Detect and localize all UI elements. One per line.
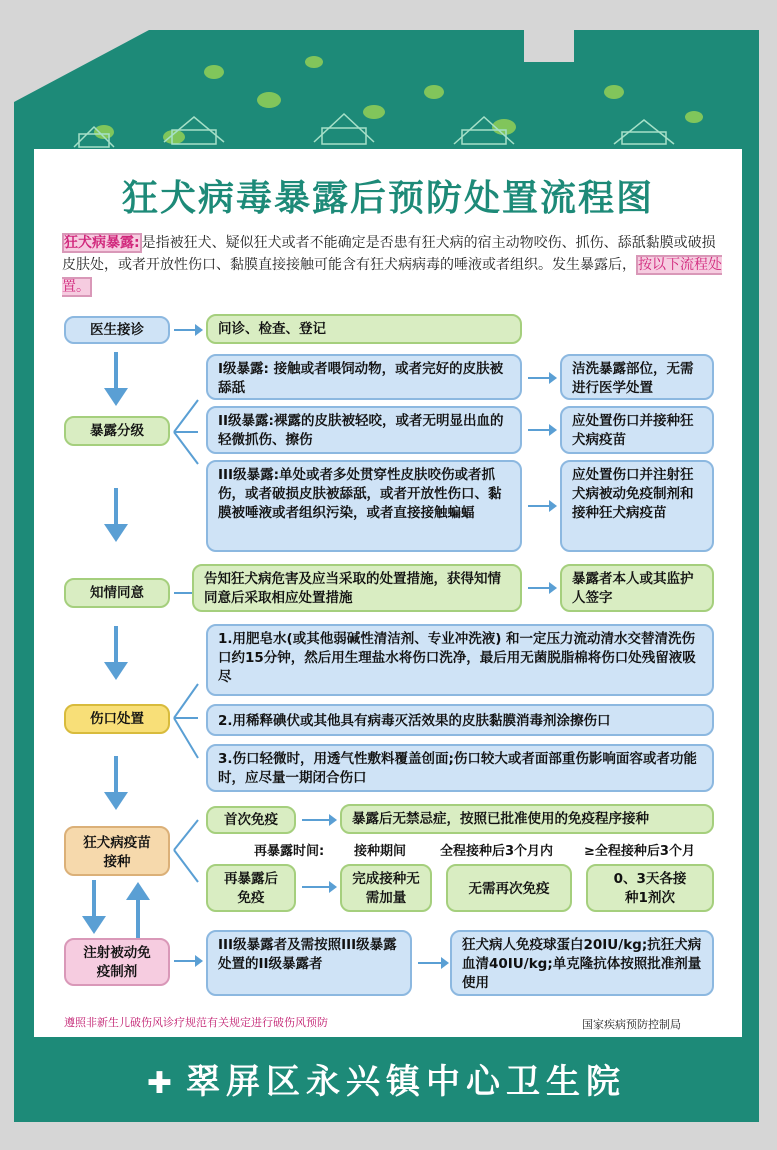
step-wound: 伤口处置 [64, 704, 170, 734]
grade3-action: 应处置伤口并注射狂犬病被动免疫制剂和接种狂犬病疫苗 [560, 460, 714, 552]
page-title: 狂犬病毒暴露后预防处置流程图 [121, 178, 654, 219]
arrow [174, 960, 196, 962]
passive-dose: 狂犬病人免疫球蛋白20IU/kg;抗狂犬病血清40IU/kg;单克隆抗体按照批准剂量使用 [450, 930, 714, 996]
down-arrow-1 [104, 352, 128, 408]
reexposure-time-label: 再暴露时间: [254, 844, 325, 859]
complete-no-boost: 完成接种无需加量 [340, 864, 432, 912]
branch-arrows [172, 812, 202, 892]
grade2: II级暴露:裸露的皮肤被轻咬，或者无明显出血的轻微抓伤、擦伤 [206, 406, 522, 454]
wound1: 1.用肥皂水(或其他弱碱性清洁剂、专业冲洗液) 和一定压力流动清水交替清洗伤口约15分钟，然后用生理盐水将伤口洗净，最后用无菌脱脂棉将伤口处残留液吸尽 [206, 624, 714, 696]
consent-sign: 暴露者本人或其监护人签字 [560, 564, 714, 612]
step-consent: 知情同意 [64, 578, 170, 608]
branch-arrows [172, 392, 202, 472]
first-immune: 首次免疫 [206, 806, 296, 834]
passive-detail: III级暴露者及需按照III级暴露处置的II级暴露者 [206, 930, 412, 996]
no-reimmune: 无需再次免疫 [446, 864, 572, 912]
down-arrow-3 [104, 626, 128, 682]
down-arrow-2 [104, 488, 128, 544]
within-3-months: 全程接种后3个月内 [440, 844, 554, 859]
intro-paragraph [62, 232, 722, 298]
wound3: 3.伤口轻微时，用透气性敷料覆盖创面;伤口较大或者面部重伤影响面容或者功能时，应尽量一期闭合伤口 [206, 744, 714, 792]
medical-cross-icon: ✚ [146, 1066, 179, 1101]
grade1-action: 洁洗暴露部位，无需进行医学处置 [560, 354, 714, 400]
source: 国家疾病预防控制局 [582, 1018, 681, 1031]
arrow [528, 377, 550, 379]
branch-arrows [172, 672, 202, 772]
step-passive: 注射被动免疫制剂 [64, 938, 170, 986]
doctor-detail: 问诊、检查、登记 [206, 314, 522, 344]
grade3: III级暴露:单处或者多处贯穿性皮肤咬伤或者抓伤，或者破损皮肤被舔舐，或者开放性伤口、黏膜被唾液或者组织污染，或者直接接触蝙蝠 [206, 460, 522, 552]
intro-action: 按以下流程处置。 [62, 257, 722, 295]
tetanus-note: 遵照非新生儿破伤风诊疗规范有关规定进行破伤风预防 [64, 1016, 328, 1029]
reexposure-immune: 再暴露后免疫 [206, 864, 296, 912]
consent-detail: 告知狂犬病危害及应当采取的处置措施，获得知情同意后采取相应处置措施 [192, 564, 522, 612]
down-arrow-4 [104, 756, 128, 812]
arrow [528, 429, 550, 431]
grade1: I级暴露: 接触或者喂饲动物，或者完好的皮肤被舔舐 [206, 354, 522, 400]
arrow [528, 505, 550, 507]
arrow [302, 819, 330, 821]
grade2-action: 应处置伤口并接种狂犬病疫苗 [560, 406, 714, 454]
first-immune-detail: 暴露后无禁忌症，按照已批准使用的免疫程序接种 [340, 804, 714, 834]
after-3-months: ≥全程接种后3个月 [584, 844, 695, 859]
wound2: 2.用稀释碘伏或其他具有病毒灭活效果的皮肤黏膜消毒剂涂擦伤口 [206, 704, 714, 736]
arrow [174, 329, 196, 331]
days-dose: 0、3天各接种1剂次 [586, 864, 714, 912]
intro-text: 是指被狂犬、疑似狂犬或者不能确定是否患有狂犬病的宿主动物咬伤、抓伤、舔舐黏膜或破损皮肤处，或者开放性伤口、黏膜直接接触可能含有狂犬病病毒的唾液或者组织。发生暴露后， [62, 235, 716, 273]
hospital-name-text: 翠屏区永兴镇中心卫生院 [186, 1062, 627, 1102]
hospital-name [14, 1040, 759, 1125]
bidirectional-arrows [82, 880, 152, 940]
step-doctor: 医生接诊 [64, 316, 170, 344]
period-label: 接种期间 [354, 844, 407, 859]
step-grading: 暴露分级 [64, 416, 170, 446]
arrow [302, 886, 330, 888]
arrow [418, 962, 442, 964]
intro-term: 狂犬病暴露: [64, 235, 140, 251]
arrow [528, 587, 550, 589]
step-vaccine: 狂犬病疫苗接种 [64, 826, 170, 876]
